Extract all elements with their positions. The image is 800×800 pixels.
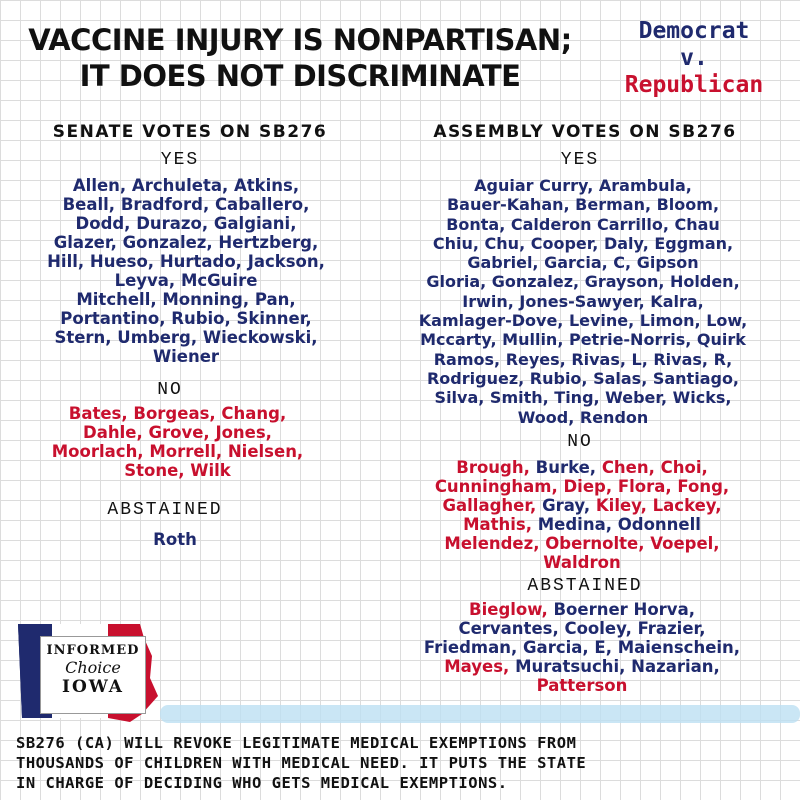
assembly-no-label: NO — [567, 432, 593, 452]
party-legend — [598, 18, 790, 99]
list-item: Hill, Hueso, Hurtado, Jackson, — [47, 252, 325, 271]
logo-line-2: Choice — [65, 658, 121, 677]
name-republican: Cunningham, Diep, Flora, Fong, — [434, 477, 730, 496]
headline-line-1: VACCINE INJURY IS NONPARTISAN; — [28, 23, 572, 57]
list-item — [372, 638, 792, 657]
list-item: Wood, Rendon — [517, 407, 649, 427]
list-item: Rodriguez, Rubio, Salas, Santiago, — [426, 368, 740, 388]
list-item — [372, 458, 792, 477]
senate-no-label: NO — [157, 380, 183, 400]
list-item: Wiener — [152, 347, 220, 366]
versus-label: v. — [680, 45, 708, 71]
name-republican: Waldron — [543, 553, 621, 572]
list-item: Stern, Umberg, Wieckowski, — [54, 328, 318, 347]
list-item: Portantino, Rubio, Skinner, — [60, 309, 312, 328]
list-item: Roth — [153, 530, 197, 549]
assembly-abstained-label: ABSTAINED — [527, 576, 643, 596]
name-republican: Patterson — [536, 676, 628, 695]
footer-line-2: THOUSANDS OF CHILDREN WITH MEDICAL NEED. IT PUTS THE STATE — [16, 754, 587, 772]
name-democrat: Gray, — [542, 496, 591, 515]
list-item — [372, 676, 792, 695]
list-item: Mccarty, Mullin, Petrie-Norris, Quirk — [420, 330, 746, 350]
list-item: Glazer, Gonzalez, Hertzberg, — [53, 233, 319, 252]
list-item: Dodd, Durazo, Galgiani, — [75, 214, 297, 233]
assembly-no-list — [372, 458, 792, 572]
list-item: Chiu, Chu, Cooper, Daly, Eggman, — [432, 233, 734, 253]
list-item — [372, 496, 792, 515]
footer-statement — [16, 733, 786, 793]
senate-no-list — [0, 404, 355, 480]
name-republican: Mathis, — [463, 515, 533, 534]
assembly-yes-label: YES — [560, 150, 600, 170]
name-republican: Brough, — [456, 458, 530, 477]
list-item: Bonta, Calderon Carrillo, Chau — [446, 214, 720, 234]
logo-text-box — [40, 636, 146, 714]
list-item: Bauer-Kahan, Berman, Bloom, — [446, 195, 720, 215]
list-item: Bates, Borgeas, Chang, — [68, 404, 287, 423]
name-republican: Gallagher, — [442, 496, 537, 515]
list-item — [372, 534, 792, 553]
list-item: Moorlach, Morrell, Nielsen, — [51, 442, 304, 461]
republican-label: Republican — [624, 72, 764, 98]
name-republican: Kiley, Lackey, — [595, 496, 722, 515]
logo-line-1: INFORMED — [46, 643, 140, 658]
name-republican: Mayes, — [444, 657, 510, 676]
list-item: Stone, Wilk — [124, 461, 231, 480]
senate-yes-list — [0, 176, 372, 366]
decorative-brush-stroke — [160, 705, 800, 723]
list-item: Allen, Archuleta, Atkins, — [72, 176, 300, 195]
list-item: Ramos, Reyes, Rivas, L, Rivas, R, — [433, 349, 733, 369]
list-item: Mitchell, Monning, Pan, — [76, 290, 296, 309]
senate-abstained-list — [0, 530, 350, 549]
list-item: Aguiar Curry, Arambula, — [474, 176, 692, 195]
list-item — [372, 515, 792, 534]
senate-abstained-label: ABSTAINED — [107, 500, 223, 520]
logo-line-3: IOWA — [62, 677, 124, 697]
headline — [10, 22, 590, 94]
name-democrat: Muratsuchi, Nazarian, — [515, 657, 720, 676]
name-democrat: Burke, — [535, 458, 597, 477]
footer-line-3: IN CHARGE OF DECIDING WHO GETS MEDICAL EXEMPTIONS. — [16, 774, 508, 792]
list-item: Leyva, McGuire — [114, 271, 258, 290]
list-item: Kamlager-Dove, Levine, Limon, Low, — [418, 311, 748, 331]
senate-yes-label: YES — [160, 150, 200, 170]
list-item — [372, 619, 792, 638]
name-democrat: Friedman, Garcia, E, Maienschein, — [423, 638, 741, 657]
list-item — [372, 553, 792, 572]
list-item: Beall, Bradford, Caballero, — [62, 195, 310, 214]
assembly-yes-list — [368, 176, 798, 427]
footer-line-1: SB276 (CA) WILL REVOKE LEGITIMATE MEDICAL EXEMPTIONS FROM — [16, 734, 577, 752]
list-item — [372, 477, 792, 496]
list-item: Silva, Smith, Ting, Weber, Wicks, — [434, 388, 732, 408]
name-democrat: Cervantes, Cooley, Frazier, — [458, 619, 706, 638]
name-republican: Melendez, Obernolte, Voepel, — [444, 534, 720, 553]
list-item: Gloria, Gonzalez, Grayson, Holden, — [426, 272, 740, 292]
informed-choice-iowa-logo — [12, 618, 162, 728]
name-republican: Bieglow, — [469, 600, 548, 619]
assembly-heading: ASSEMBLY VOTES ON SB276 — [433, 122, 737, 142]
assembly-abstained-list — [372, 600, 792, 695]
name-republican: Chen, Choi, — [601, 458, 708, 477]
list-item: Dahle, Grove, Jones, — [83, 423, 272, 442]
list-item: Irwin, Jones-Sawyer, Kalra, — [462, 291, 704, 311]
list-item — [372, 600, 792, 619]
list-item: Gabriel, Garcia, C, Gipson — [467, 253, 699, 273]
name-democrat: Medina, Odonnell — [537, 515, 701, 534]
democrat-label: Democrat — [638, 18, 750, 44]
list-item — [372, 657, 792, 676]
name-democrat: Boerner Horva, — [553, 600, 695, 619]
headline-line-2: IT DOES NOT DISCRIMINATE — [79, 59, 521, 93]
senate-heading: SENATE VOTES ON SB276 — [52, 122, 328, 142]
